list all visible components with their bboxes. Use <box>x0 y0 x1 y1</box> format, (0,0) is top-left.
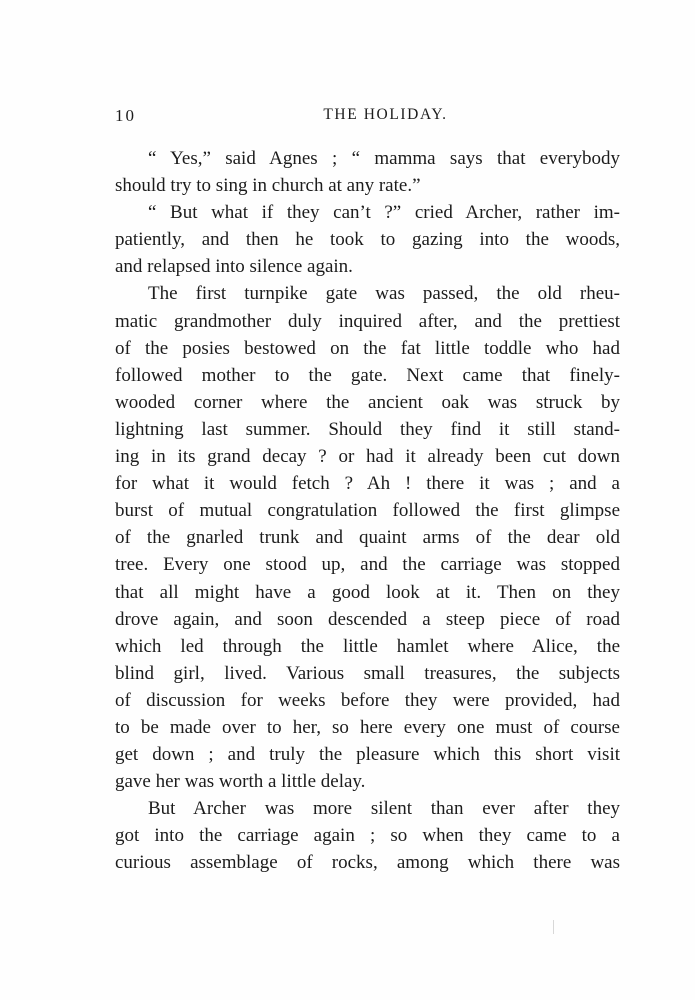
text-line: followed mother to the gate. Next came that finely- <box>115 364 620 386</box>
text-line: gave her was worth a little delay. <box>115 771 366 793</box>
text-line: of the gnarled trunk and quaint arms of the dear old <box>115 527 620 549</box>
text-line: of the posies bestowed on the fat little toddle who had <box>115 337 620 359</box>
text-line: wooded corner where the ancient oak was struck by <box>115 391 620 413</box>
text-line: for what it would fetch ? Ah ! there it was ; and a <box>115 473 620 495</box>
margin-mark <box>553 920 554 934</box>
text-line: which led through the little hamlet where Alice, the <box>115 635 620 657</box>
text-line: drove again, and soon descended a steep piece of road <box>115 608 620 630</box>
text-line: of discussion for weeks before they were provided, had <box>115 689 620 711</box>
running-title: THE HOLIDAY. <box>323 106 448 123</box>
text-line: “ Yes,” said Agnes ; “ mamma says that everybody <box>148 148 620 169</box>
text-line: “ But what if they can’t ?” cried Archer, rather im- <box>148 202 620 224</box>
text-line: The first turnpike gate was passed, the old rheu- <box>148 283 620 305</box>
running-head <box>115 106 620 130</box>
text-line: blind girl, lived. Various small treasures, the subjects <box>115 662 620 684</box>
text-line: burst of mutual congratulation followed the first glimpse <box>115 500 620 522</box>
text-line: got into the carriage again ; so when they came to a <box>115 825 620 847</box>
text-line: curious assemblage of rocks, among which there was <box>115 852 620 874</box>
text-line: lightning last summer. Should they find it still stand- <box>115 418 620 440</box>
text-line: tree. Every one stood up, and the carriage was stopped <box>115 554 620 576</box>
text-line: patiently, and then he took to gazing into the woods, <box>115 229 620 251</box>
body-text <box>115 145 620 877</box>
text-line: should try to sing in church at any rate.” <box>115 175 421 197</box>
text-line: matic grandmother duly inquired after, and the prettiest <box>115 310 620 332</box>
text-line: and relapsed into silence again. <box>115 256 353 278</box>
text-line: ing in its grand decay ? or had it already been cut down <box>115 446 620 468</box>
page-number: 10 <box>115 106 136 125</box>
text-line: But Archer was more silent than ever after they <box>148 798 620 820</box>
text-line: get down ; and truly the pleasure which this short visit <box>115 744 620 766</box>
text-line: to be made over to her, so here every one must of course <box>115 716 620 738</box>
text-line: that all might have a good look at it. Then on they <box>115 581 620 603</box>
